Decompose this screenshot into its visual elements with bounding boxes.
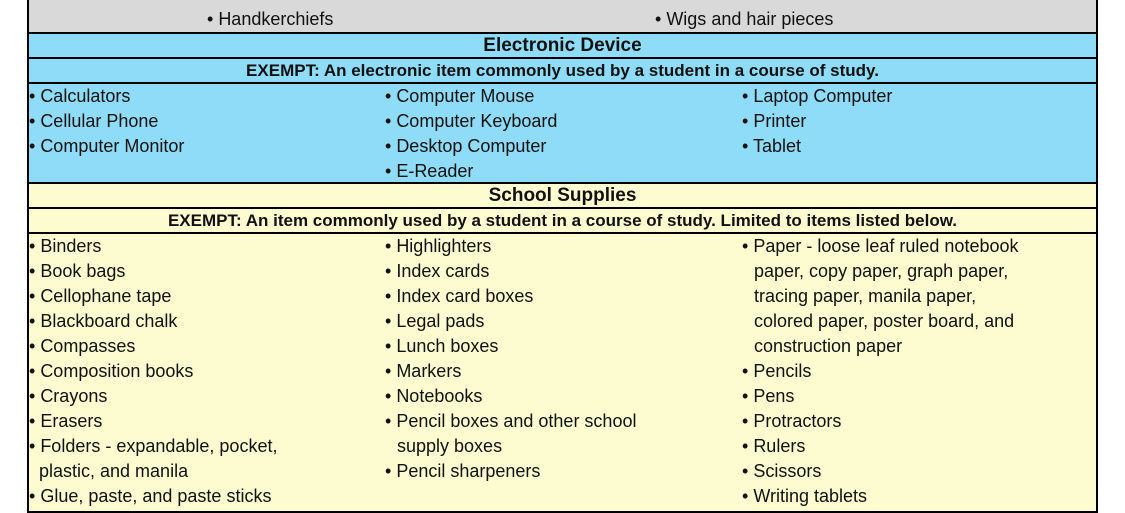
- list-item: • E-Reader: [385, 161, 474, 181]
- list-item: • Laptop Computer: [742, 86, 893, 106]
- list-item: • Folders - expandable, pocket,: [29, 436, 278, 456]
- list-item: • Writing tablets: [742, 486, 868, 506]
- list-item: • Rulers: [742, 436, 806, 456]
- list-item: • Index card boxes: [385, 286, 534, 306]
- list-item: • Computer Monitor: [29, 136, 185, 156]
- list-item: • Index cards: [385, 261, 490, 281]
- list-item: • Compasses: [29, 336, 136, 356]
- section-title: Electronic Device: [29, 34, 1096, 59]
- list-item-continuation: construction paper: [754, 336, 903, 356]
- exempt-note: EXEMPT: An item commonly used by a student in a course of study. Limited to items listed below.: [29, 209, 1096, 234]
- list-item: • Composition books: [29, 361, 194, 381]
- list-item: • Markers: [385, 361, 462, 381]
- list-item-continuation: plastic, and manila: [39, 461, 189, 481]
- list-item: • Cellophane tape: [29, 286, 172, 306]
- list-item: • Lunch boxes: [385, 336, 499, 356]
- list-item: • Paper - loose leaf ruled notebook: [742, 236, 1019, 256]
- clothing-section: [27, 0, 1098, 34]
- section-title: School Supplies: [29, 184, 1096, 209]
- list-item: • Pencil boxes and other school: [385, 411, 637, 431]
- list-item: • Handkerchiefs: [207, 9, 334, 29]
- list-item: • Calculators: [29, 86, 131, 106]
- list-item-continuation: supply boxes: [397, 436, 503, 456]
- list-item: • Printer: [742, 111, 807, 131]
- list-item: • Computer Keyboard: [385, 111, 558, 131]
- list-item: • Protractors: [742, 411, 842, 431]
- list-item-continuation: colored paper, poster board, and: [754, 311, 1015, 331]
- list-item: • Legal pads: [385, 311, 485, 331]
- list-item: • Glue, paste, and paste sticks: [29, 486, 272, 506]
- list-item: • Computer Mouse: [385, 86, 535, 106]
- list-item: • Book bags: [29, 261, 126, 281]
- list-item: • Pencils: [742, 361, 812, 381]
- list-item: • Pencil sharpeners: [385, 461, 541, 481]
- list-item-label: Handkerchiefs: [218, 9, 334, 29]
- list-item-continuation: tracing paper, manila paper,: [754, 286, 977, 306]
- list-item: • Wigs and hair pieces: [655, 9, 834, 29]
- list-item: • Desktop Computer: [385, 136, 547, 156]
- list-item-label: Wigs and hair pieces: [666, 9, 834, 29]
- list-item: • Scissors: [742, 461, 822, 481]
- list-item: • Cellular Phone: [29, 111, 159, 131]
- list-item-continuation: paper, copy paper, graph paper,: [754, 261, 1009, 281]
- list-item: • Highlighters: [385, 236, 492, 256]
- electronic-section: [27, 34, 1098, 182]
- list-item: • Blackboard chalk: [29, 311, 178, 331]
- list-item: • Crayons: [29, 386, 108, 406]
- list-item: • Tablet: [742, 136, 802, 156]
- list-item: • Binders: [29, 236, 102, 256]
- exempt-note: EXEMPT: An electronic item commonly used by a student in a course of study.: [29, 59, 1096, 84]
- school-supplies-section: [27, 182, 1098, 513]
- list-item: • Erasers: [29, 411, 103, 431]
- list-item: • Notebooks: [385, 386, 483, 406]
- list-item: • Pens: [742, 386, 795, 406]
